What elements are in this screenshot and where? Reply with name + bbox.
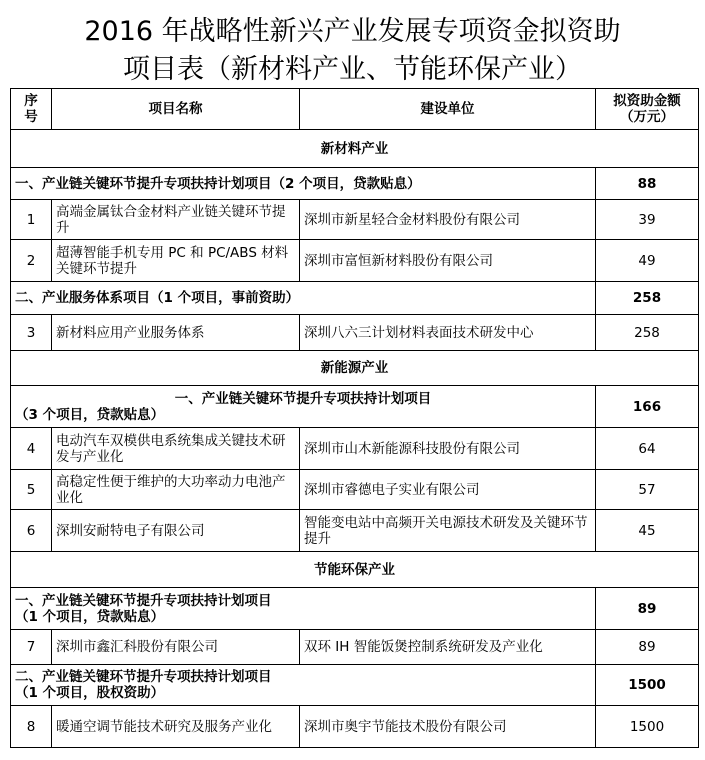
row-amount: 57 [596,470,699,510]
group-row [11,665,699,706]
row-project: 高稳定性便于维护的大功率动力电池产业化 [52,470,300,510]
group-row [11,386,699,428]
row-project: 深圳市鑫汇科股份有限公司 [52,630,300,665]
row-project: 高端金属钛合金材料产业链关键环节提升 [52,200,300,240]
row-project: 电动汽车双模供电系统集成关键技术研发与产业化 [52,428,300,470]
table-header-row [11,89,699,130]
row-index: 6 [11,510,52,552]
row-unit: 深圳市睿德电子实业有限公司 [300,470,596,510]
row-amount: 64 [596,428,699,470]
row-unit: 深圳市奥宇节能技术股份有限公司 [300,706,596,748]
row-unit: 深圳市山木新能源科技股份有限公司 [300,428,596,470]
group-title: 一、产业链关键环节提升专项扶持计划项目（2 个项目，贷款贴息） [11,168,596,200]
header-unit: 建设单位 [300,89,596,130]
table-row [11,470,699,510]
group-amount: 1500 [596,665,699,706]
header-project: 项目名称 [52,89,300,130]
section-title-new-materials: 新材料产业 [11,130,699,168]
row-amount: 1500 [596,706,699,748]
row-index: 3 [11,315,52,351]
row-amount: 39 [596,200,699,240]
table-row [11,200,699,240]
table-row [11,240,699,282]
row-index: 4 [11,428,52,470]
header-index: 序 号 [11,89,52,130]
row-project: 新材料应用产业服务体系 [52,315,300,351]
group-amount: 166 [596,386,699,428]
group-row [11,588,699,630]
row-amount: 89 [596,630,699,665]
row-index: 1 [11,200,52,240]
group-amount: 258 [596,282,699,315]
row-unit: 深圳八六三计划材料表面技术研发中心 [300,315,596,351]
table-row [11,428,699,470]
row-unit: 智能变电站中高频开关电源技术研发及关键环节提升 [300,510,596,552]
table-row [11,315,699,351]
group-title: 一、产业链关键环节提升专项扶持计划项目 （3 个项目，贷款贴息） [11,386,596,428]
row-project: 暖通空调节能技术研究及服务产业化 [52,706,300,748]
group-title: 二、产业服务体系项目（1 个项目，事前资助） [11,282,596,315]
row-project: 深圳安耐特电子有限公司 [52,510,300,552]
group-row [11,168,699,200]
group-title: 一、产业链关键环节提升专项扶持计划项目 （1 个项目，贷款贴息） [11,588,596,630]
row-index: 2 [11,240,52,282]
row-index: 7 [11,630,52,665]
section-row [11,351,699,386]
group-row [11,282,699,315]
row-project: 超薄智能手机专用 PC 和 PC/ABS 材料关键环节提升 [52,240,300,282]
group-title: 二、产业链关键环节提升专项扶持计划项目 （1 个项目，股权资助） [11,665,596,706]
row-amount: 49 [596,240,699,282]
row-unit: 深圳市新星轻合金材料股份有限公司 [300,200,596,240]
row-unit: 双环 IH 智能饭煲控制系统研发及产业化 [300,630,596,665]
row-unit: 深圳市富恒新材料股份有限公司 [300,240,596,282]
row-index: 5 [11,470,52,510]
row-amount: 45 [596,510,699,552]
group-amount: 88 [596,168,699,200]
table-row [11,630,699,665]
table-row [11,706,699,748]
section-title-energy-saving: 节能环保产业 [11,552,699,588]
group-amount: 89 [596,588,699,630]
table-row [11,510,699,552]
section-row [11,130,699,168]
funding-table [10,88,699,748]
row-amount: 258 [596,315,699,351]
header-amount: 拟资助金额 （万元） [596,89,699,130]
section-row [11,552,699,588]
row-index: 8 [11,706,52,748]
page-title-line1: 2016 年战略性新兴产业发展专项资金拟资助 [84,16,621,47]
section-title-new-energy: 新能源产业 [11,351,699,386]
page-title-line2: 项目表（新材料产业、节能环保产业） [123,54,582,85]
